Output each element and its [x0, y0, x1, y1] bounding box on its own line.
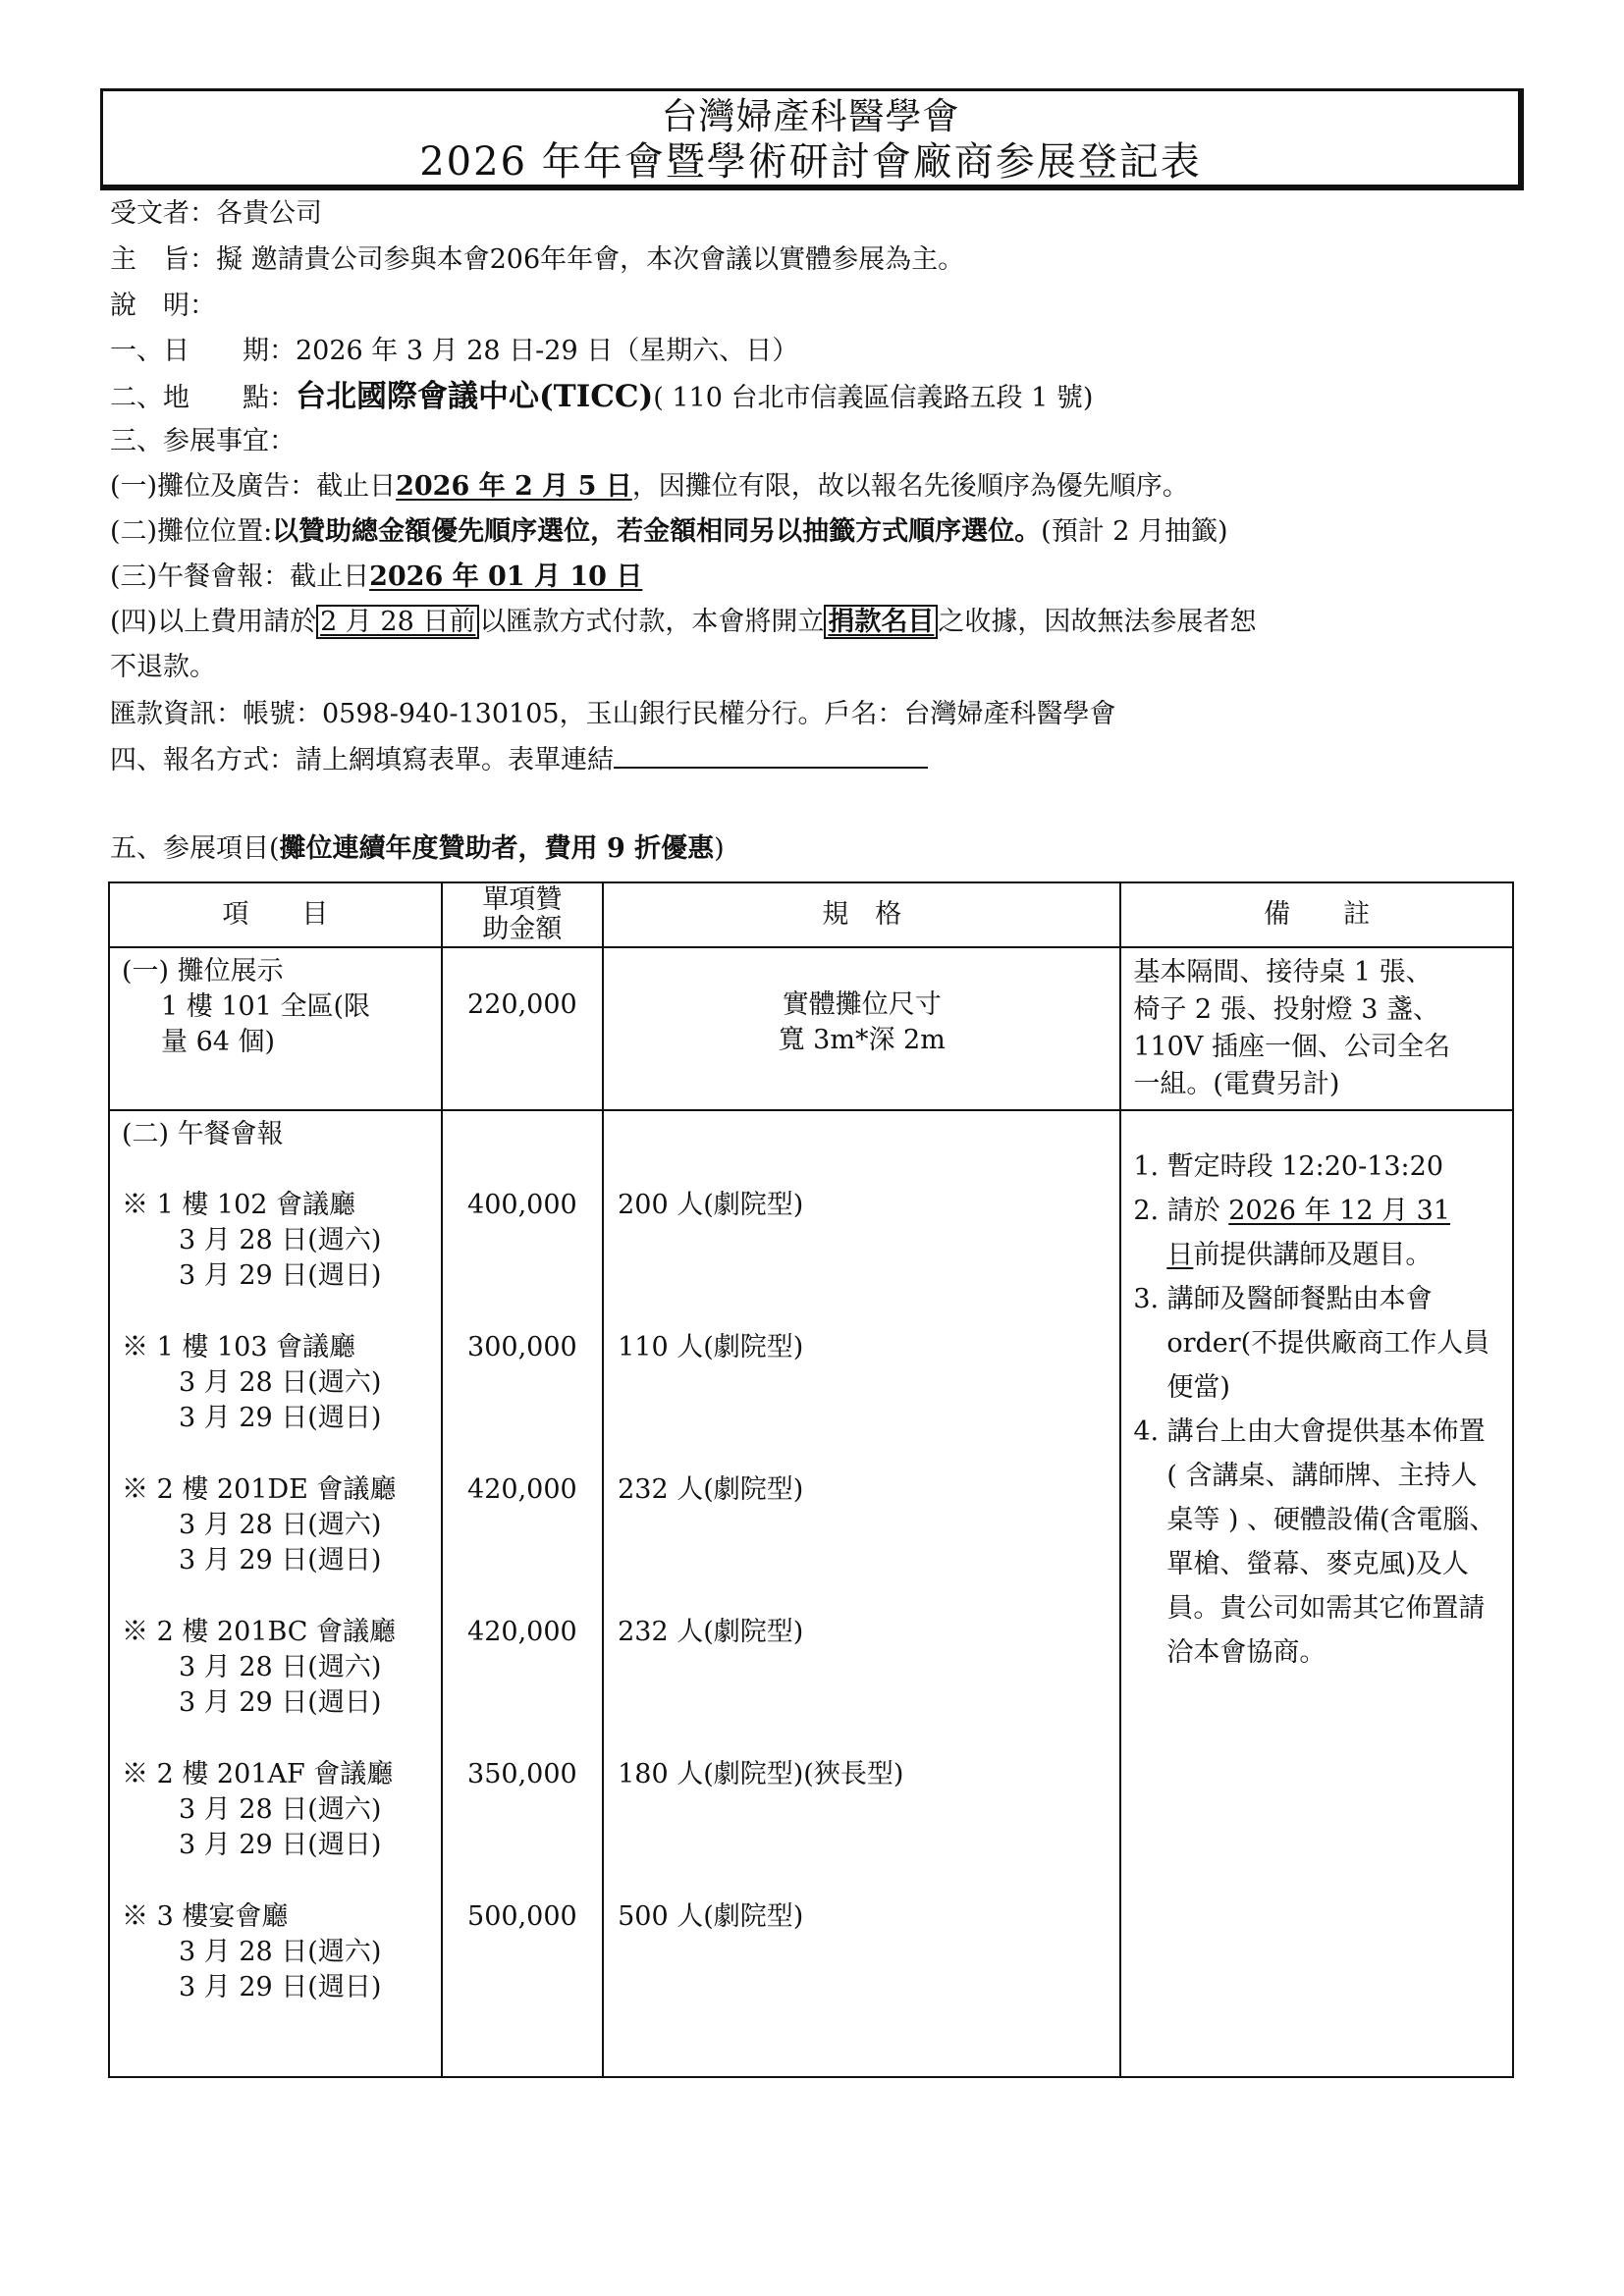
- room-name: ※ 2 樓 201DE 會議廳: [122, 1474, 397, 1505]
- room-date-sat: 3 月 28 日(週六): [179, 1367, 382, 1398]
- item4-line: [110, 605, 1256, 640]
- lunch-room-item: [122, 1188, 429, 1294]
- title-form-name: 2026 年年會暨學術研討會廠商参展登記表: [419, 139, 1202, 185]
- subject-line: 主 旨：擬 邀請貴公司参與本會206年年會，本次會議以實體参展為主。: [110, 244, 965, 275]
- item1-suffix: ，因攤位有限，故以報名先後順序為優先順序。: [631, 471, 1189, 502]
- table-row-booth: [109, 947, 1513, 1110]
- item4-prefix: (四)以上費用請於: [110, 607, 317, 637]
- item1-deadline: 2026 年 2 月 5 日: [396, 471, 632, 502]
- booth-note-cell: [1120, 947, 1513, 1110]
- room-price: 300,000: [467, 1332, 577, 1362]
- note2-date: 2026 年 12 月 31: [1228, 1196, 1451, 1226]
- room-capacity: 180 人(劇院型)(狹長型): [618, 1759, 904, 1789]
- venue-address: ( 110 台北市信義區信義路五段 1 號): [653, 383, 1094, 413]
- room-date-sat: 3 月 28 日(週六): [179, 1225, 382, 1255]
- lunch-room-item: [122, 1615, 429, 1721]
- booth-spec-cell: [603, 947, 1120, 1110]
- signup-text: 四、報名方式：請上網填寫表單。表單連結: [110, 745, 614, 775]
- booth-note-line4: 一組。(電費另計): [1133, 1069, 1340, 1099]
- lunch-notes-list: [1133, 1145, 1500, 1675]
- header-spec: 規 格: [603, 882, 1120, 947]
- room-name: ※ 2 樓 201AF 會議廳: [122, 1759, 394, 1789]
- item4-deadline: 2 月 28 日前: [316, 605, 479, 639]
- lunch-item-cell: [109, 1110, 442, 2077]
- room-capacity: 200 人(劇院型): [618, 1190, 804, 1220]
- room-date-sat: 3 月 28 日(週六): [179, 1510, 382, 1540]
- explain-line: 說 明：: [110, 291, 216, 321]
- item2-rule: 以贊助總金額優先順序選位，若金額相同另以抽籤方式順序選位。: [272, 516, 1042, 547]
- place-label: 二、地 點：: [110, 383, 296, 413]
- room-date-sat: 3 月 28 日(週六): [179, 1794, 382, 1825]
- lunch-note-4: 4. 講台上由大會提供基本佈置 ( 含講桌、講師牌、主持人桌等 ) 、硬體設備(含電腦、單槍、螢幕、麥克風)及人員。貴公司如需其它佈置請洽本會協商。: [1133, 1416, 1496, 1668]
- header-amount-line1: 單項贊: [482, 884, 563, 915]
- lunch-price-cell: [442, 1110, 603, 2077]
- room-date-sun: 3 月 29 日(週日): [179, 1830, 382, 1860]
- room-price: 420,000: [467, 1474, 577, 1505]
- room-capacity: 500 人(劇院型): [618, 1901, 804, 1932]
- room-date-sun: 3 月 29 日(週日): [179, 1687, 382, 1718]
- item1-prefix: (一)攤位及廣告：截止日: [110, 471, 397, 502]
- note2-date-end: 日: [1166, 1240, 1194, 1270]
- item3-prefix: (三)午餐會報：截止日: [110, 561, 370, 592]
- booth-price-cell: [442, 947, 603, 1110]
- header-amount: [442, 882, 603, 947]
- lunch-spec-cell: [603, 1110, 1120, 2077]
- recipient-line: 受文者：各貴公司: [110, 198, 322, 229]
- room-name: ※ 1 樓 103 會議廳: [122, 1332, 356, 1362]
- booth-limit: 量 64 個): [161, 1027, 276, 1057]
- booth-note-line3: 110V 插座一個、公司全名: [1133, 1032, 1450, 1062]
- booth-item-cell: [109, 947, 442, 1110]
- item4-receipt: 捐款名目: [824, 605, 938, 639]
- title-organization: 台灣婦產科醫學會: [661, 95, 960, 137]
- item4-continued: 不退款。: [110, 652, 216, 682]
- booth-spec-size: 寬 3m*深 2m: [778, 1025, 946, 1055]
- note2-prefix: 2. 請於: [1133, 1196, 1220, 1226]
- lunch-note-3: 3. 講師及醫師餐點由本會 order(不提供廠商工作人員便當): [1133, 1284, 1490, 1403]
- section5-heading: [110, 831, 725, 867]
- header-item: 項 目: [109, 882, 442, 947]
- item3-deadline: 2026 年 01 月 10 日: [369, 561, 643, 592]
- item1-line: [110, 469, 1189, 505]
- room-date-sun: 3 月 29 日(週日): [179, 1972, 382, 2002]
- header-amount-line2: 助金額: [482, 914, 563, 944]
- lunch-title: (二) 午餐會報: [122, 1119, 284, 1149]
- room-date-sat: 3 月 28 日(週六): [179, 1652, 382, 1682]
- item3-line: [110, 560, 642, 595]
- venue-name: 台北國際會議中心(TICC): [296, 379, 654, 414]
- lunch-price-list: [443, 1111, 602, 2042]
- signup-line: [110, 743, 928, 778]
- room-price: 350,000: [467, 1759, 577, 1789]
- room-capacity: 232 人(劇院型): [618, 1474, 804, 1505]
- lunch-room-item: [122, 1757, 429, 1863]
- header-note: 備 註: [1120, 882, 1513, 947]
- room-capacity: 232 人(劇院型): [618, 1617, 804, 1647]
- lunch-room-list: [122, 1188, 429, 2005]
- lunch-room-item: [122, 1330, 429, 1436]
- item2-prefix: (二)攤位位置:: [110, 516, 273, 547]
- room-price: 400,000: [467, 1190, 577, 1220]
- item4-mid: 以匯款方式付款，本會將開立: [479, 607, 825, 637]
- item2-line: [110, 514, 1228, 550]
- lunch-note-cell: [1120, 1110, 1513, 2077]
- booth-title: (一) 攤位展示: [122, 956, 284, 987]
- room-price: 500,000: [467, 1901, 577, 1932]
- form-link-blank[interactable]: [614, 745, 928, 769]
- room-name: ※ 1 樓 102 會議廳: [122, 1190, 356, 1220]
- section5-prefix: 五、参展項目(: [110, 833, 280, 864]
- date-line: 一、日 期：2026 年 3 月 28 日-29 日（星期六、日）: [110, 336, 799, 366]
- room-date-sat: 3 月 28 日(週六): [179, 1937, 382, 1967]
- room-price: 420,000: [467, 1617, 577, 1647]
- room-date-sun: 3 月 29 日(週日): [179, 1545, 382, 1575]
- lunch-note-2: [1133, 1189, 1500, 1277]
- lunch-room-item: [122, 1899, 429, 2005]
- place-line: [110, 379, 1093, 416]
- room-date-sun: 3 月 29 日(週日): [179, 1403, 382, 1433]
- booth-note-line1: 基本隔間、接待桌 1 張、: [1133, 957, 1433, 988]
- note2-suffix: 前提供講師及題目。: [1193, 1240, 1433, 1270]
- lunch-room-item: [122, 1472, 429, 1578]
- room-name: ※ 2 樓 201BC 會議廳: [122, 1617, 397, 1647]
- room-date-sun: 3 月 29 日(週日): [179, 1260, 382, 1291]
- remit-info: 匯款資訊：帳號：0598-940-130105，玉山銀行民權分行。戶名：台灣婦產科醫學會: [110, 699, 1116, 729]
- item2-suffix: (預計 2 月抽籤): [1041, 516, 1228, 547]
- section5-discount: 攤位連續年度贊助者，費用 9 折優惠: [279, 833, 715, 864]
- room-capacity: 110 人(劇院型): [618, 1332, 804, 1362]
- lunch-note-1: 1. 暫定時段 12:20-13:20: [1133, 1151, 1443, 1182]
- table-header-row: [109, 882, 1513, 947]
- matters-line: 三、参展事宜：: [110, 426, 296, 456]
- lunch-spec-list: [604, 1111, 1119, 2042]
- booth-spec-title: 實體攤位尺寸: [782, 989, 942, 1020]
- item4-suffix: 之收據，因故無法参展者恕: [938, 607, 1257, 637]
- title-box: [100, 88, 1524, 190]
- booth-note-line2: 椅子 2 張、投射燈 3 盞、: [1133, 994, 1440, 1025]
- table-row-lunch: [109, 1110, 1513, 2077]
- booth-location: 1 樓 101 全區(限: [161, 991, 370, 1022]
- section5-suffix: ): [714, 833, 725, 864]
- booth-price: 220,000: [467, 989, 577, 1020]
- room-name: ※ 3 樓宴會廳: [122, 1901, 289, 1932]
- exhibit-items-table: [108, 881, 1514, 2078]
